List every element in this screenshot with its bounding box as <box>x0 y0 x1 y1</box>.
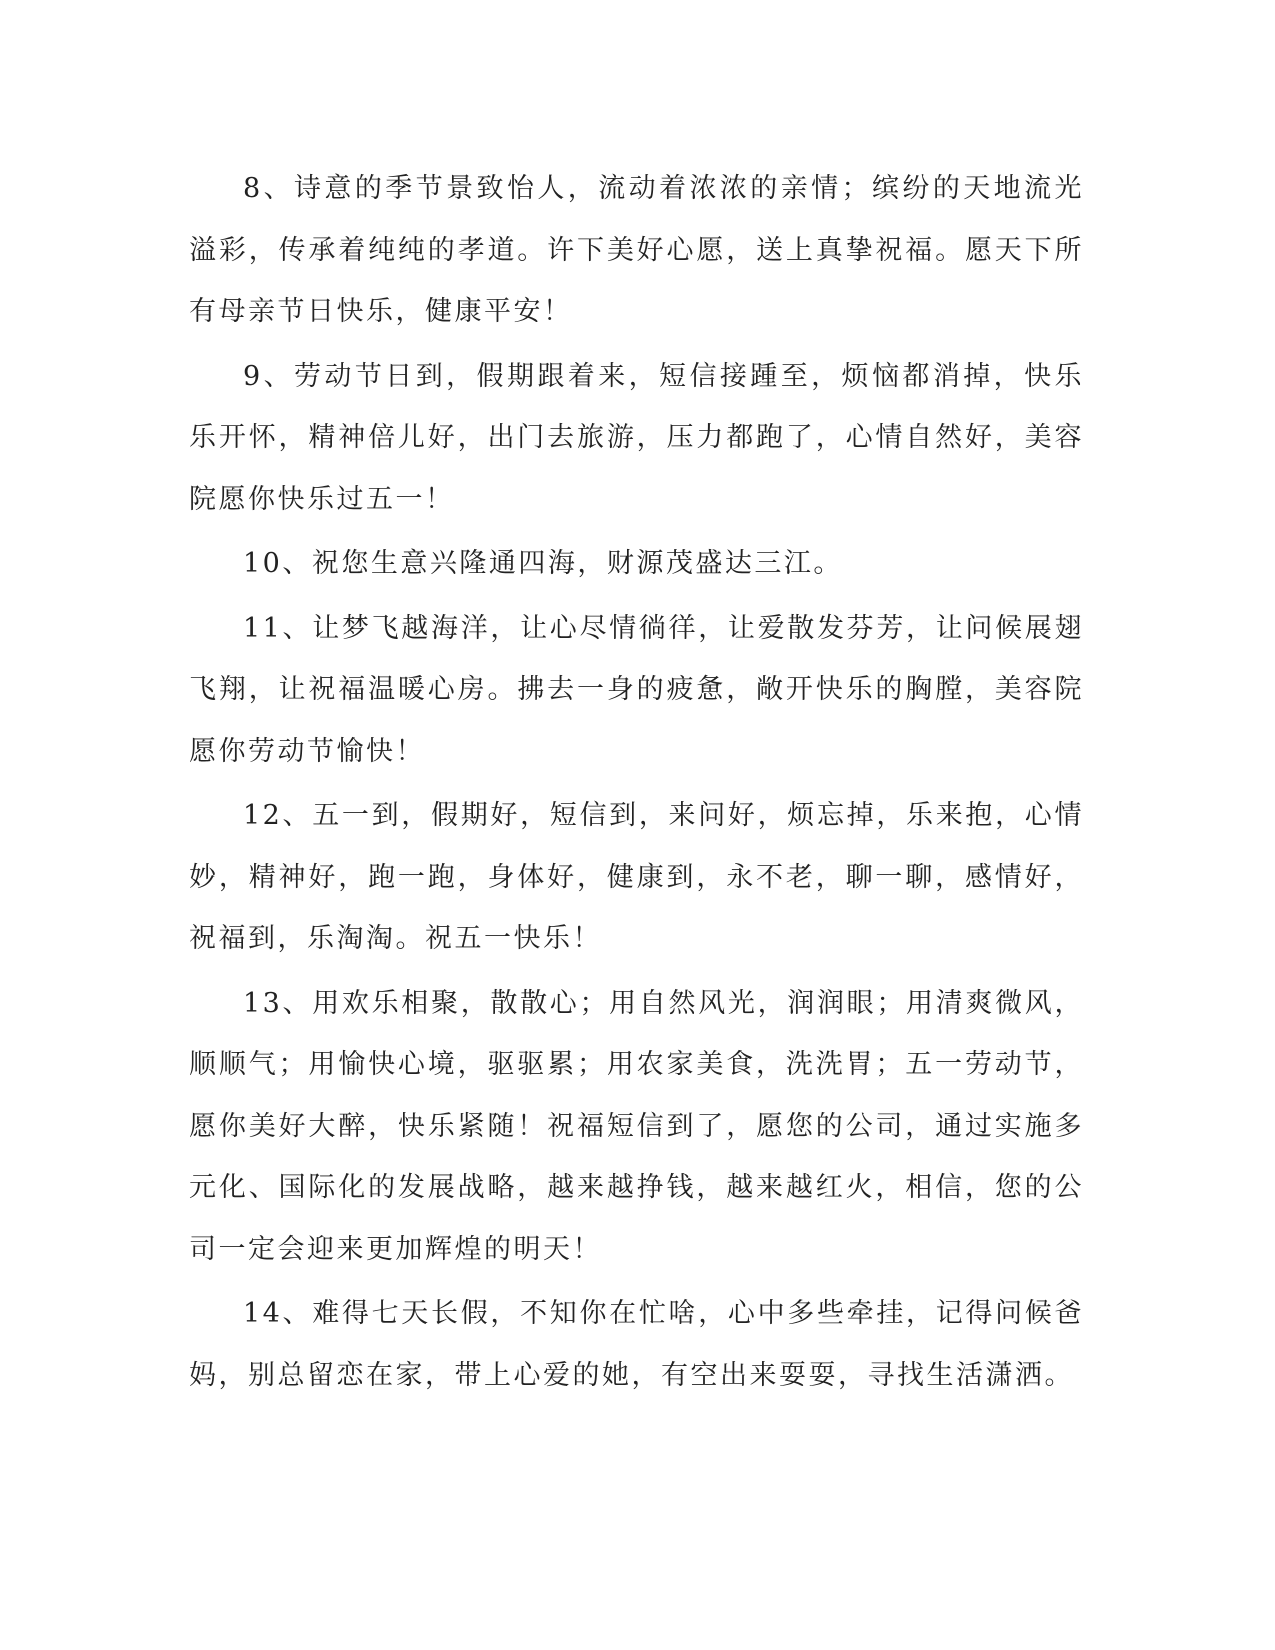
document-body <box>189 158 1084 1409</box>
paragraph-9: 9、劳动节日到，假期跟着来，短信接踵至，烦恼都消掉，快乐乐开怀，精神倍儿好，出门去旅游，压力都跑了，心情自然好，美容院愿你快乐过五一！ <box>189 360 1084 515</box>
paragraph-10: 10、祝您生意兴隆通四海，财源茂盛达三江。 <box>243 548 843 579</box>
paragraph-13: 13、用欢乐相聚，散散心；用自然风光，润润眼；用清爽微风，顺顺气；用愉快心境，驱驱累；用农家美食，洗洗胃；五一劳动节，愿你美好大醉，快乐紧随！祝福短信到了，愿您的公司，通过实施多元化、国际化的发展战略，越来越挣钱，越来越红火，相信，您的公司一定会迎来更加辉煌的明天！ <box>189 987 1084 1265</box>
paragraph-14: 14、难得七天长假，不知你在忙啥，心中多些牵挂，记得问候爸妈，别总留恋在家，带上心爱的她，有空出来耍耍，寻找生活潇洒。 <box>189 1298 1084 1391</box>
paragraph-11: 11、让梦飞越海洋，让心尽情徜徉，让爱散发芬芳，让问候展翅飞翔，让祝福温暖心房。拂去一身的疲惫，敞开快乐的胸膛，美容院愿你劳动节愉快！ <box>189 612 1084 767</box>
paragraph-12: 12、五一到，假期好，短信到，来问好，烦忘掉，乐来抱，心情妙，精神好，跑一跑，身体好，健康到，永不老，聊一聊，感情好，祝福到，乐淘淘。祝五一快乐！ <box>189 800 1084 954</box>
paragraph-8: 8、诗意的季节景致怡人，流动着浓浓的亲情；缤纷的天地流光溢彩，传承着纯纯的孝道。许下美好心愿，送上真挚祝福。愿天下所有母亲节日快乐，健康平安！ <box>189 173 1084 327</box>
